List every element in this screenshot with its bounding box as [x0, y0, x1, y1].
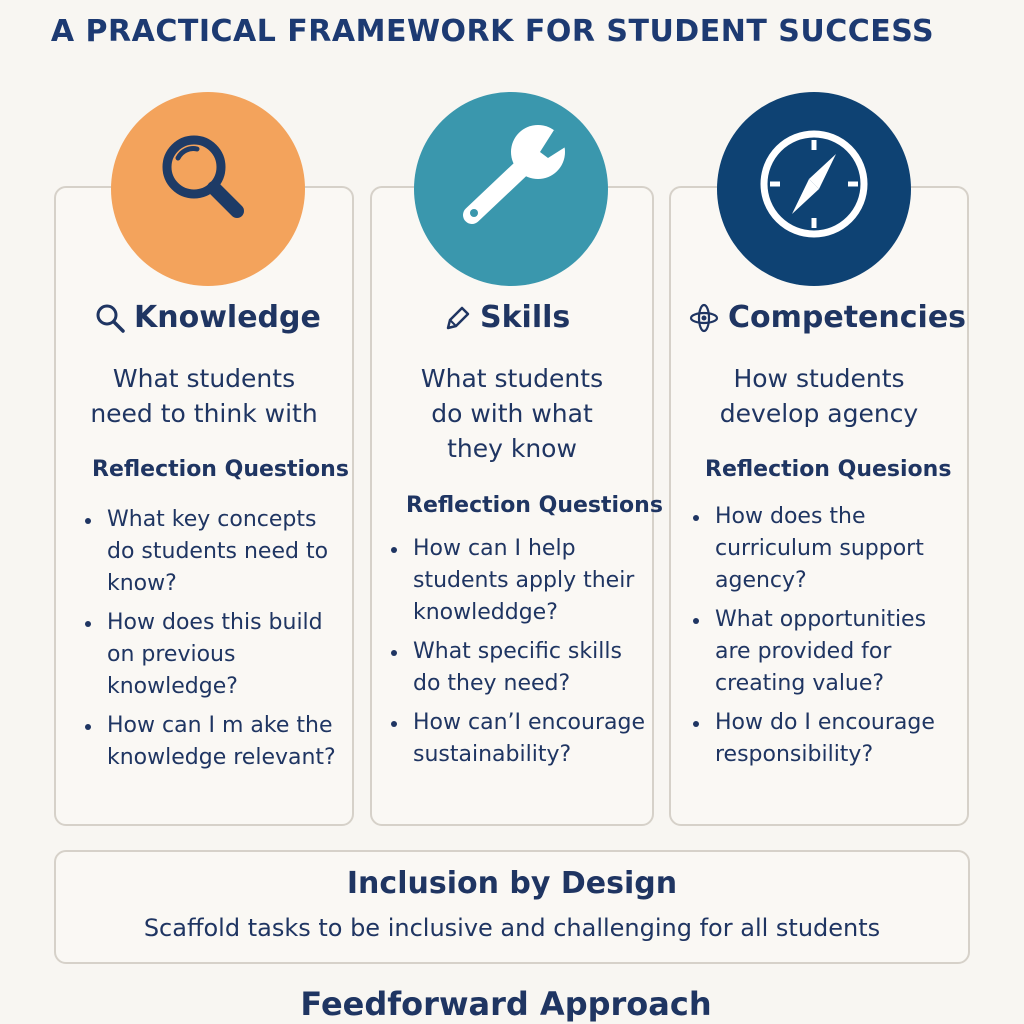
wrench-icon — [414, 92, 608, 286]
inclusion-title: Inclusion by Design — [346, 866, 678, 901]
description-line: How students — [733, 364, 905, 393]
skills-circle — [414, 92, 608, 286]
question-item: How do I encourage responsibility? — [690, 707, 962, 771]
question-item: What specific skills do they need? — [388, 636, 650, 700]
magnifying-glass-icon — [111, 92, 305, 286]
page-title: A PRACTICAL FRAMEWORK FOR STUDENT SUCCESS — [50, 14, 935, 49]
description-line: need to think with — [90, 399, 318, 428]
question-item: How does the curriculum support agency? — [690, 501, 962, 597]
knowledge-questions — [82, 504, 344, 781]
competencies-reflection-title: Reflection Quesions — [705, 457, 952, 482]
description-line: develop agency — [719, 399, 919, 428]
pencil-icon — [440, 302, 472, 334]
competencies-description — [675, 361, 963, 431]
description-line: What students — [112, 364, 296, 393]
knowledge-heading — [94, 300, 321, 335]
competencies-questions — [690, 501, 962, 778]
atom-icon — [688, 302, 720, 334]
description-line: they know — [447, 434, 577, 463]
skills-heading-label: Skills — [480, 300, 571, 335]
competencies-heading-label: Competencies — [728, 300, 967, 335]
question-item: How does this build on previous knowledge? — [82, 607, 344, 703]
knowledge-description — [60, 361, 348, 431]
search-icon — [94, 302, 126, 334]
compass-icon — [717, 92, 911, 286]
knowledge-circle — [111, 92, 305, 286]
description-line: What students — [420, 364, 604, 393]
question-item: How can I help students apply their knowleddge? — [388, 533, 650, 629]
skills-description — [376, 361, 648, 466]
knowledge-reflection-title: Reflection Questions — [92, 457, 349, 482]
skills-heading — [440, 300, 570, 335]
inclusion-box — [54, 850, 970, 964]
question-item: How can I m ake the knowledge relevant? — [82, 710, 344, 774]
knowledge-heading-label: Knowledge — [134, 300, 321, 335]
competencies-heading — [688, 300, 966, 335]
question-item: How can’I encourage sustainability? — [388, 707, 650, 771]
skills-reflection-title: Reflection Questions — [406, 493, 663, 518]
description-line: do with what — [431, 399, 593, 428]
question-item: What opportunities are provided for creating value? — [690, 604, 962, 700]
competencies-circle — [717, 92, 911, 286]
skills-questions — [388, 533, 650, 778]
question-item: What key concepts do students need to know? — [82, 504, 344, 600]
inclusion-text: Scaffold tasks to be inclusive and challenging for all students — [143, 914, 881, 942]
feedforward-title: Feedforward Approach — [300, 985, 712, 1023]
